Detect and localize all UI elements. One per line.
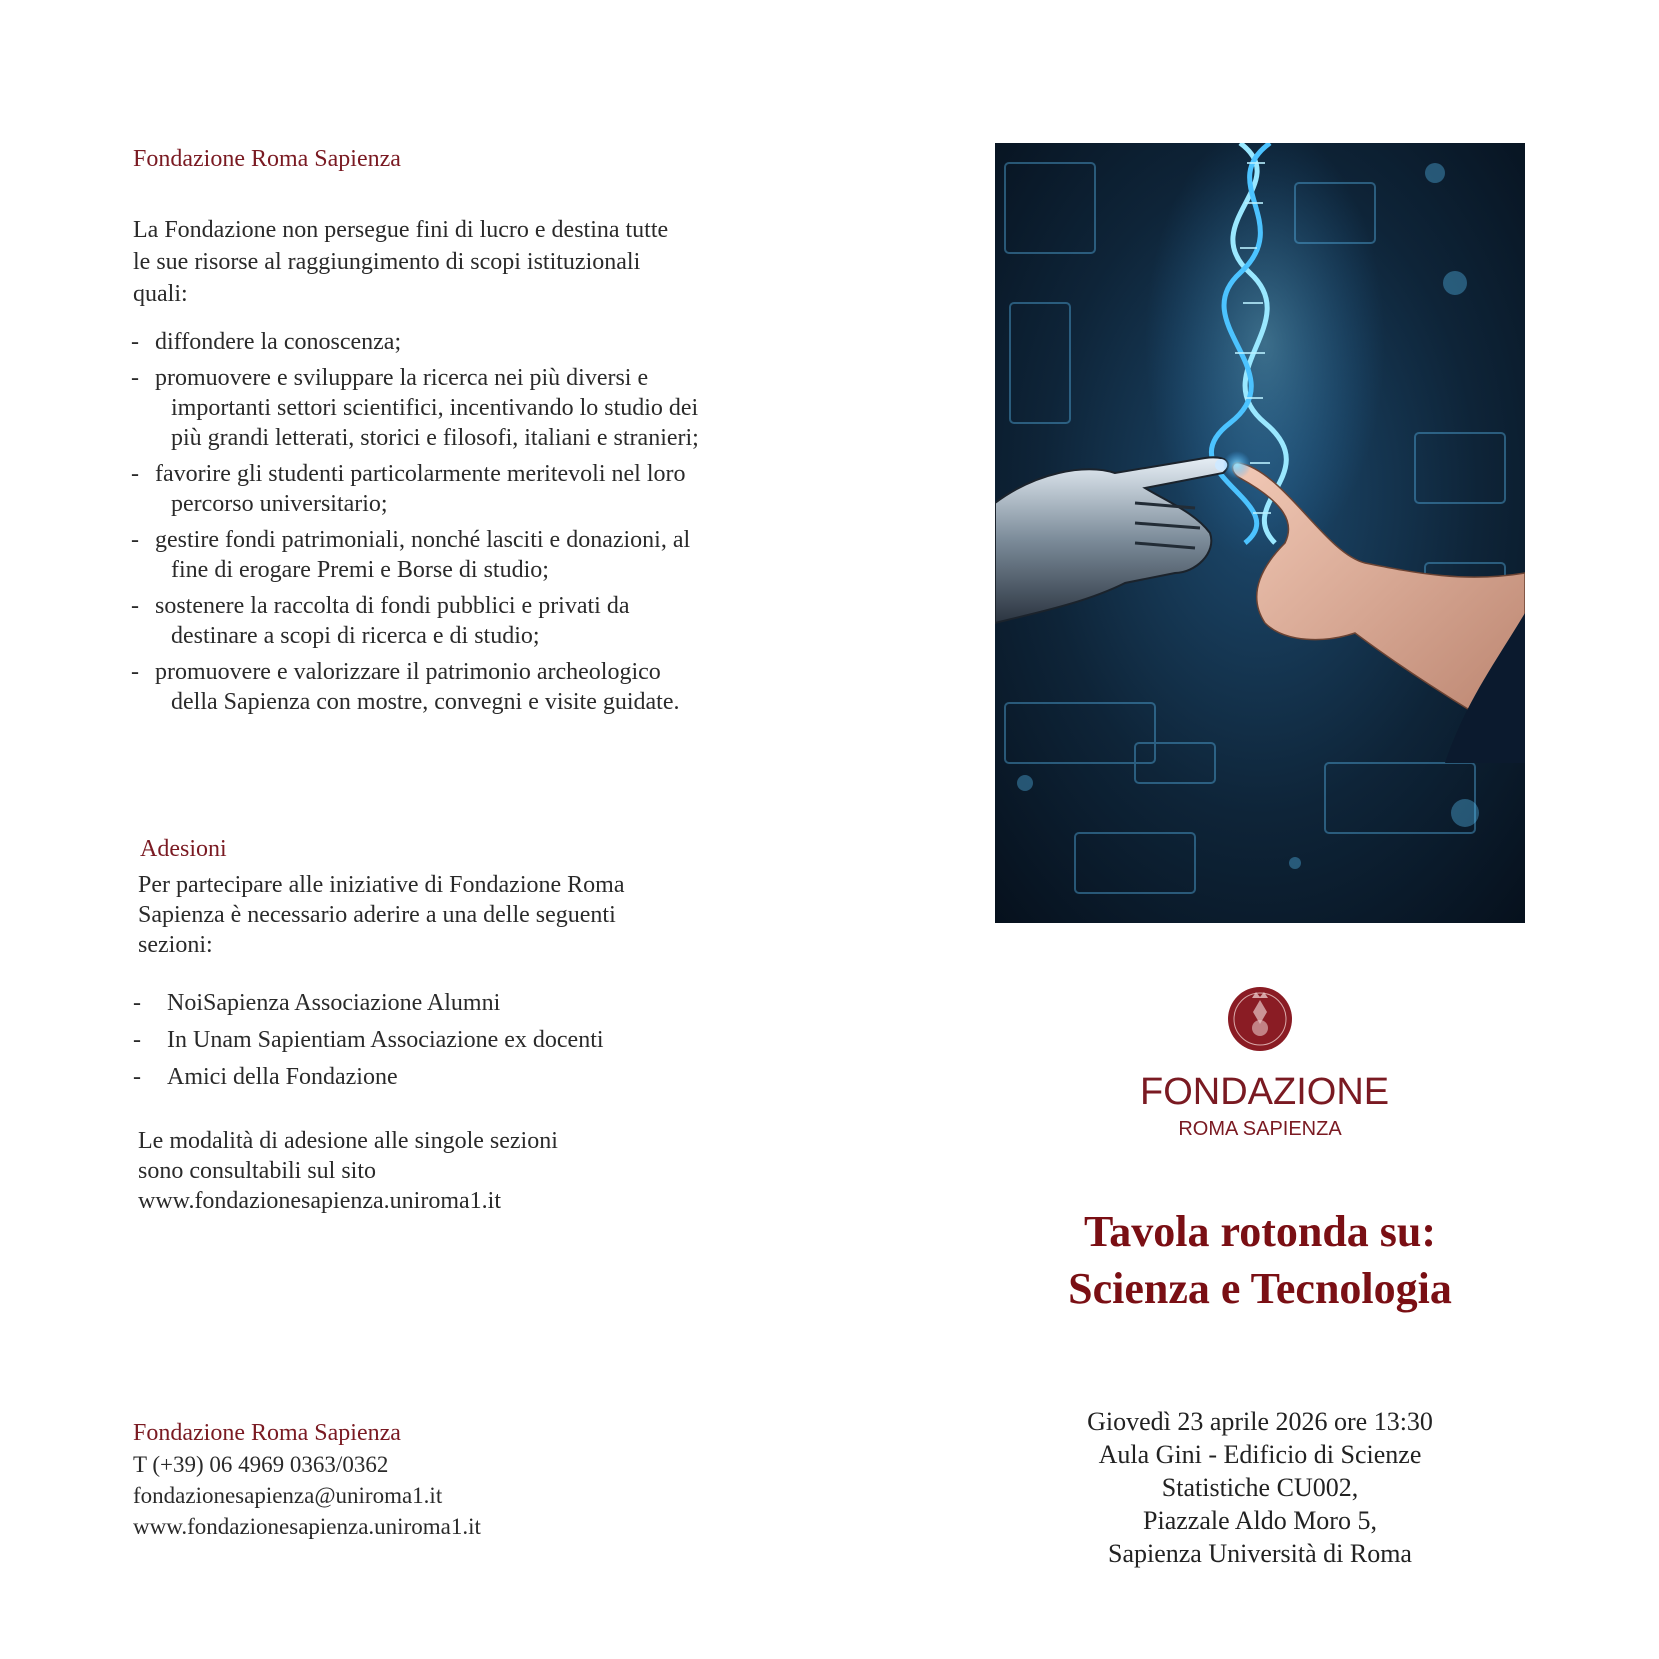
sections-list	[133, 985, 604, 1096]
event-details	[1020, 1405, 1500, 1570]
sapienza-seal-icon	[1227, 978, 1293, 1060]
goals-list	[133, 327, 703, 723]
adesioni-heading: Adesioni	[140, 836, 227, 862]
event-university: Sapienza Università di Roma	[1108, 1539, 1412, 1568]
list-item: - gestire fondi patrimoniali, nonché lasciti e donazioni, al fine di erogare Premi e Borse di studio;	[131, 527, 691, 583]
logo-wordmark: FONDAZIONE	[1140, 1071, 1390, 1113]
contact-phone: T (+39) 06 4969 0363/0362	[133, 1452, 389, 1477]
list-item: - sostenere la raccolta di fondi pubblici e privati da destinare a scopi di ricerca e di studio;	[131, 593, 630, 649]
modalita-paragraph: Le modalità di adesione alle singole sezioni sono consultabili sul sito www.fondazionesapienza.uniroma1.it	[138, 1128, 558, 1214]
event-room: Aula Gini - Edificio di Scienze	[1098, 1440, 1422, 1469]
list-item: - NoiSapienza Associazione Alumni	[133, 990, 501, 1016]
contact-name: Fondazione Roma Sapienza	[133, 1420, 401, 1446]
contact-block	[133, 1418, 481, 1542]
list-item: - diffondere la conoscenza;	[131, 329, 402, 355]
event-building: Statistiche CU002,	[1161, 1473, 1359, 1502]
event-address: Piazzale Aldo Moro 5,	[1143, 1506, 1377, 1535]
list-item: - Amici della Fondazione	[133, 1064, 398, 1090]
list-item: - promuovere e sviluppare la ricerca nei più diversi e importanti settori scientifici, incentivando lo studio dei più grandi letterati, storici e filosofi, italiani e stranieri;	[131, 365, 699, 451]
list-item: - favorire gli studenti particolarmente meritevoli nel loro percorso universitario;	[131, 461, 686, 517]
logo-subtitle: ROMA SAPIENZA	[1178, 1118, 1342, 1140]
list-item: - promuovere e valorizzare il patrimonio archeologico della Sapienza con mostre, convegni e visite guidate.	[131, 659, 680, 715]
foundation-logo	[1140, 978, 1390, 1143]
event-title-line1: Tavola rotonda su:	[1083, 1207, 1437, 1256]
contact-website[interactable]: www.fondazionesapienza.uniroma1.it	[133, 1514, 481, 1539]
event-date: Giovedì 23 aprile 2026 ore 13:30	[1087, 1407, 1433, 1436]
event-title-line2: Scienza e Tecnologia	[1068, 1264, 1452, 1313]
list-item: - In Unam Sapientiam Associazione ex docenti	[133, 1027, 604, 1053]
section-heading-foundation: Fondazione Roma Sapienza	[133, 146, 401, 172]
adesioni-paragraph: Per partecipare alle iniziative di Fondazione Roma Sapienza è necessario aderire a una delle seguenti sezioni:	[138, 872, 625, 958]
event-title	[990, 1203, 1530, 1317]
contact-email[interactable]: fondazionesapienza@uniroma1.it	[133, 1483, 443, 1508]
intro-paragraph: La Fondazione non persegue fini di lucro e destina tutte le sue risorse al raggiungimento di scopi istituzionali quali:	[133, 217, 669, 307]
cover-image-robot-human-hands-dna	[995, 143, 1525, 923]
